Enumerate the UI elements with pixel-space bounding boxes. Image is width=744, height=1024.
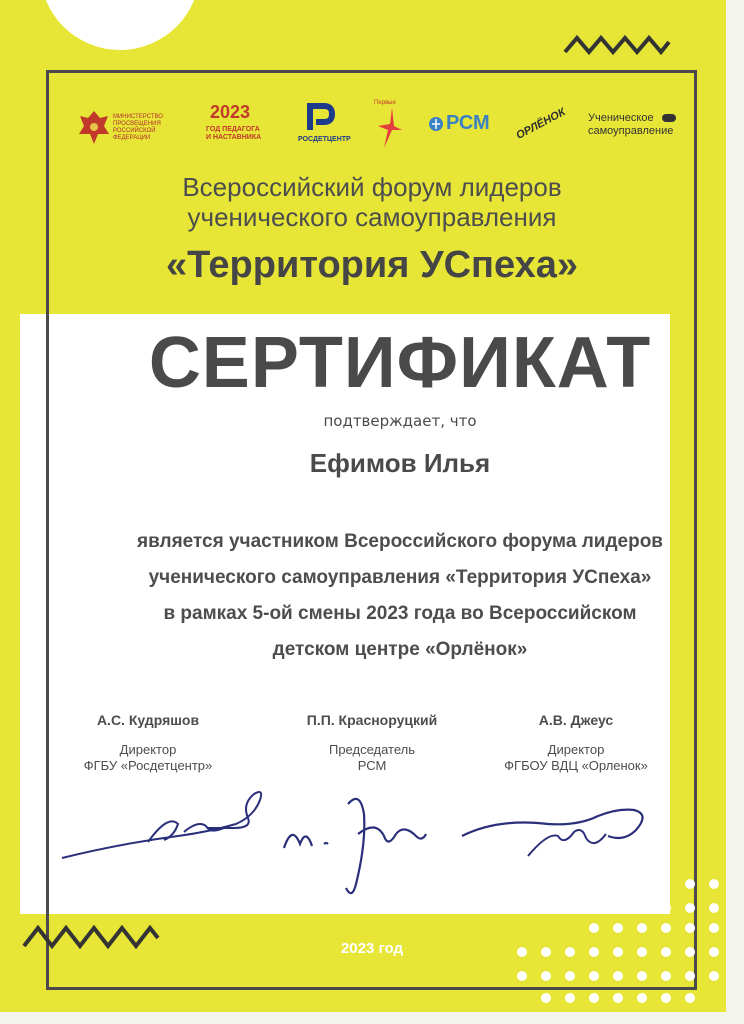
signatory-name: П.П. Красноруцкий	[306, 712, 438, 728]
orlenok-logo	[514, 100, 574, 156]
forum-name: «Территория УСпеха»	[165, 244, 579, 286]
zigzag-bottom-decoration	[22, 924, 160, 950]
rsm-text: РСМ	[446, 112, 490, 134]
year-teacher-line2: И НАСТАВНИКА	[206, 134, 262, 141]
signatory-2	[272, 712, 472, 774]
forum-title-line2: ученического самоуправления	[187, 202, 557, 232]
rsm-logo	[428, 100, 508, 156]
ministry-logo-text: МИНИСТЕРСТВО ПРОСВЕЩЕНИЯ РОССИЙСКОЙ ФЕДЕРАЦИИ	[113, 114, 163, 141]
body-line-1: является участником Всероссийского форума лидеров	[137, 531, 663, 552]
rsm-leaf-icon	[428, 116, 444, 132]
rosdetcentr-text: РОСДЕТЦЕНТР	[298, 136, 351, 143]
recipient-name: Ефимов Илья	[309, 448, 491, 478]
orlenok-text: ОРЛЁНОК	[514, 106, 568, 142]
signatory-role-line1: Председатель	[328, 742, 416, 757]
signatory-role-line1: Директор	[547, 742, 605, 757]
pervye-text: Первые	[374, 100, 396, 106]
signatory-role-line2: ФГБУ «Росдетцентр»	[83, 758, 213, 773]
rosdetcentr-r-icon	[306, 102, 336, 132]
confirms-text: подтверждает, что	[323, 412, 477, 430]
signature-dzheus	[458, 796, 658, 866]
body-line-3: в рамках 5-ой смены 2023 года во Всероссийском	[163, 603, 637, 624]
body-line-2: ученического самоуправления «Территория УСпеха»	[148, 567, 652, 588]
zigzag-top-decoration	[563, 34, 671, 56]
year-2023-mark: 2023	[210, 102, 251, 122]
certificate-body	[20, 524, 744, 668]
self-government-logo	[588, 100, 682, 156]
signatory-3	[476, 712, 676, 774]
ministry-logo	[78, 100, 173, 156]
rosdetcentr-logo	[298, 100, 360, 156]
issue-year: 2023 год	[340, 940, 404, 957]
self-gov-line2: самоуправление	[588, 125, 674, 137]
signatory-role-line1: Директор	[119, 742, 177, 757]
forum-title	[60, 172, 684, 232]
signatory-role-line2: РСМ	[357, 758, 387, 773]
signatory-name: А.С. Кудряшов	[96, 712, 200, 728]
signatory-1	[48, 712, 248, 774]
year-teacher-logo	[204, 100, 264, 156]
signatory-role-line2: ФГБОУ ВДЦ «Орленок»	[504, 758, 648, 773]
forum-title-line1: Всероссийский форум лидеров	[182, 172, 562, 202]
paper-edge-bottom	[0, 1012, 744, 1024]
self-gov-line1: Ученическое	[588, 112, 654, 124]
body-line-4: детском центре «Орлёнок»	[272, 639, 528, 660]
eagle-emblem-icon	[78, 108, 110, 146]
certificate-title: СЕРТИФИКАТ	[148, 323, 652, 403]
signature-krasnorutsky	[276, 784, 436, 904]
pervye-star-icon	[378, 108, 402, 148]
pervye-logo	[374, 100, 410, 156]
signature-kudryashov	[58, 784, 268, 864]
year-teacher-line1: ГОД ПЕДАГОГА	[206, 126, 260, 133]
toggle-icon	[662, 114, 676, 122]
decorative-dots	[500, 870, 730, 1010]
signatory-name: А.В. Джеус	[538, 712, 614, 728]
partner-logos	[78, 100, 682, 156]
